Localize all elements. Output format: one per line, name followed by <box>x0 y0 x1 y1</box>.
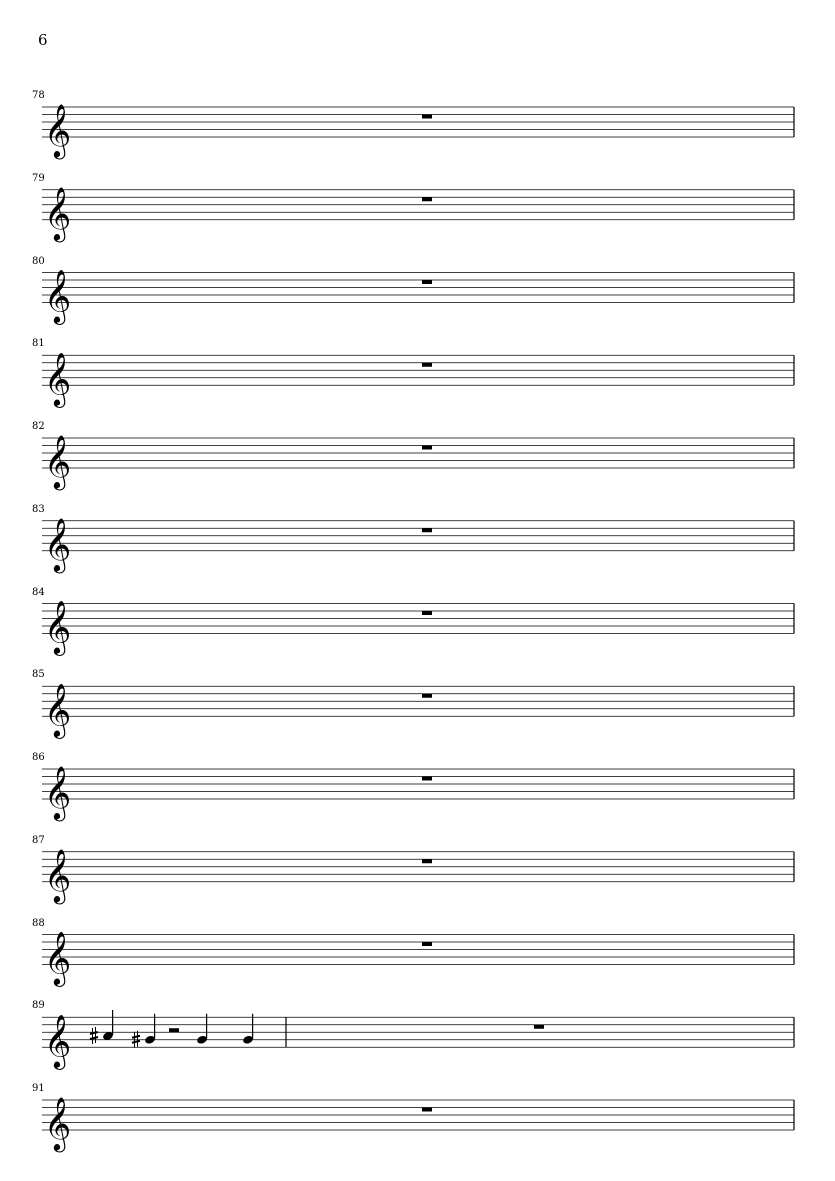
half-rest <box>169 1028 179 1032</box>
treble-clef-icon <box>44 186 71 242</box>
svg-text:𝄞: 𝄞 <box>44 351 72 406</box>
sharp-icon <box>90 1027 98 1044</box>
treble-clef-icon <box>44 931 71 987</box>
measure-number: 89 <box>32 1000 45 1012</box>
measure-number: 79 <box>32 172 45 184</box>
measure-number: 87 <box>32 834 45 846</box>
svg-text:𝄞: 𝄞 <box>44 516 72 571</box>
measure-number: 80 <box>32 255 45 267</box>
treble-clef-icon <box>44 434 71 490</box>
page-number: 6 <box>38 31 48 49</box>
measure-number: 78 <box>32 90 45 101</box>
whole-rest <box>422 859 432 863</box>
treble-clef-icon <box>44 269 71 325</box>
treble-clef-icon <box>44 1096 71 1152</box>
quarter-note <box>242 1014 254 1045</box>
svg-text:𝄞: 𝄞 <box>44 434 72 488</box>
whole-rest <box>422 611 432 615</box>
treble-clef-icon <box>44 848 71 904</box>
quarter-note <box>132 1014 156 1048</box>
treble-clef-icon <box>44 600 71 656</box>
svg-text:𝄞: 𝄞 <box>44 682 72 737</box>
treble-clef-icon <box>44 1013 71 1069</box>
whole-rest <box>422 363 432 367</box>
treble-clef-icon <box>44 351 71 407</box>
whole-rest <box>422 197 432 201</box>
notehead <box>102 1031 114 1041</box>
svg-text:𝄞: 𝄞 <box>44 1096 72 1150</box>
measure-number: 84 <box>32 586 45 598</box>
treble-clef-icon <box>44 103 71 159</box>
whole-rest <box>422 694 432 698</box>
measure-number: 83 <box>32 503 45 515</box>
svg-text:𝄞: 𝄞 <box>44 1013 72 1068</box>
svg-text:𝄞: 𝄞 <box>44 930 72 985</box>
measure-number: 86 <box>32 752 45 763</box>
svg-text:𝄞: 𝄞 <box>44 765 72 819</box>
svg-text:𝄞: 𝄞 <box>44 599 72 654</box>
whole-rest <box>422 115 432 119</box>
notehead <box>242 1035 254 1045</box>
whole-rest <box>422 446 432 450</box>
treble-clef-icon <box>44 765 71 821</box>
notehead <box>144 1035 156 1045</box>
whole-rest <box>422 942 432 946</box>
sharp-icon <box>132 1031 140 1048</box>
svg-text:𝄞: 𝄞 <box>44 268 72 323</box>
svg-text:𝄞: 𝄞 <box>44 847 72 902</box>
measure-number: 91 <box>32 1083 45 1094</box>
measure-number: 82 <box>32 421 45 432</box>
whole-rest <box>422 777 432 781</box>
measure-number: 81 <box>32 338 45 350</box>
measure-number: 88 <box>32 917 45 929</box>
quarter-note <box>90 1010 114 1044</box>
whole-rest <box>422 280 432 284</box>
whole-rest <box>534 1025 544 1029</box>
whole-rest <box>422 528 432 532</box>
measure-number: 85 <box>32 669 45 681</box>
treble-clef-icon <box>44 682 71 738</box>
notehead <box>196 1035 208 1045</box>
svg-text:𝄞: 𝄞 <box>44 103 72 157</box>
whole-rest <box>422 1108 432 1112</box>
svg-text:𝄞: 𝄞 <box>44 185 72 240</box>
quarter-note <box>196 1014 208 1045</box>
treble-clef-icon <box>44 517 71 573</box>
